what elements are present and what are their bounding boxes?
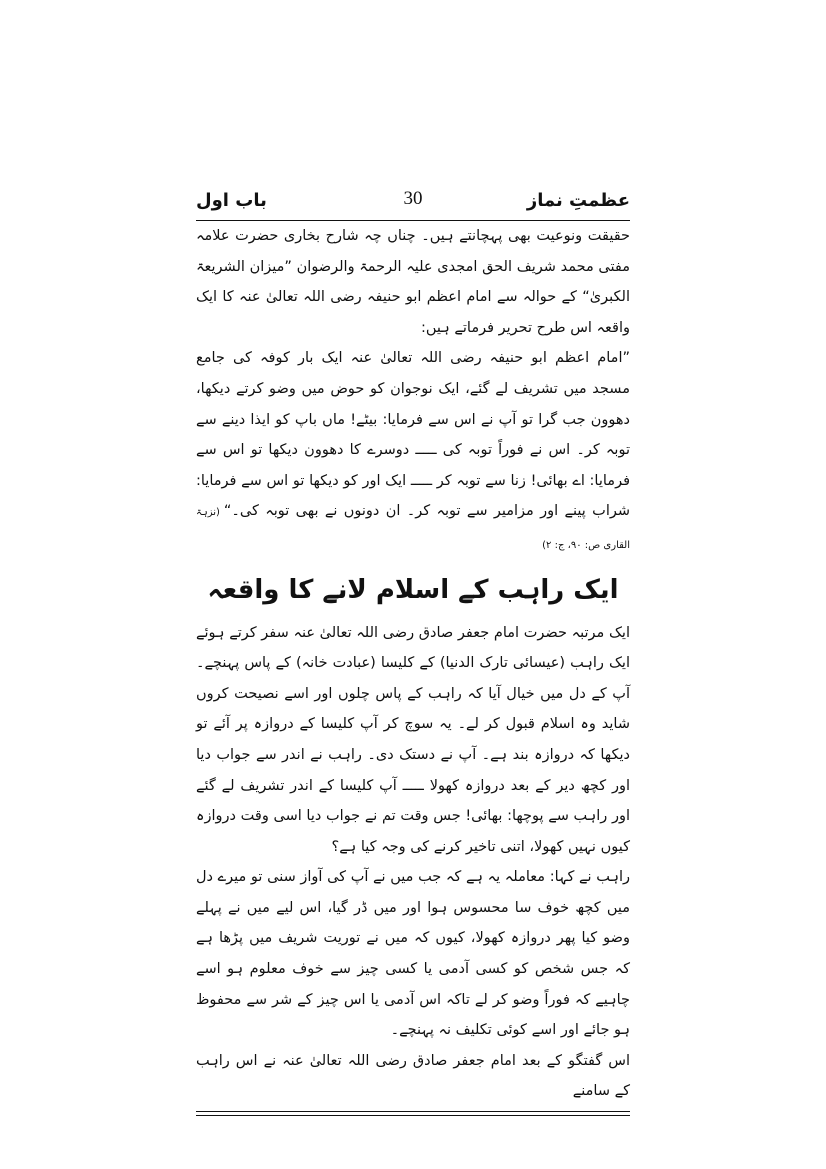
intro-text: حقیقت ونوعیت بھی پہچانتے ہیں۔ چناں چہ شارح بخاری حضرت علامہ مفتی محمد شریف الحق امجدی علیہ الرحمۃ والرضوان ”میزان الشریعۃ الکبریٰ“ کے حوالہ سے امام اعظم ابو حنیفہ رضی اللہ تعالیٰ عنہ کا ایک واقعہ اس طرح تحریر فرماتے ہیں: xyxy=(196,228,630,336)
page-header xyxy=(196,188,630,218)
story-paragraph-2: راہب نے کہا: معاملہ یہ ہے کہ جب میں نے آپ کی آواز سنی تو میرے دل میں کچھ خوف سا محسوس ہوا اور میں ڈر گیا، اس لیے میں نے پہلے وضو کیا پھر دروازہ کھولا، کیوں کہ میں نے توریت شریف میں پڑھا ہے کہ جس شخص کو کسی آدمی یا کسی چیز سے خوف معلوم ہو اسے چاہیے کہ فوراً وضو کر لے تاکہ اس آدمی یا اس چیز کے شر سے محفوظ ہو جائے اور اسے کوئی تکلیف نہ پہنچے۔ xyxy=(196,869,630,1039)
quote-citation: (نزہۃ القاری ص: ۹۰، ج: ۲) xyxy=(196,507,630,551)
quote-paragraph xyxy=(196,343,630,561)
story-paragraph-1: ایک مرتبہ حضرت امام جعفر صادق رضی اللہ تعالیٰ عنہ سفر کرتے ہوئے ایک راہب (عیسائی تارک الدنیا) کے کلیسا (عبادت خانہ) کے پاس پہنچے۔ آپ کے دل میں خیال آیا کہ راہب کے پاس چلوں اور اسے نصیحت کروں شاید وہ اسلام قبول کر لے۔ یہ سوچ کر آپ کلیسا کے دروازہ پر آئے تو دیکھا کہ دروازہ بند ہے۔ آپ نے دستک دی۔ راہب نے اندر سے جواب دیا اور کچھ دیر کے بعد دروازہ کھولا ـــــ آپ کلیسا کے اندر تشریف لے گئے اور راہب سے پوچھا: بھائی! جس وقت تم نے جواب دیا اسی وقت دروازہ کیوں نہیں کھولا، اتنی تاخیر کرنے کی وجہ کیا ہے؟ xyxy=(196,624,630,855)
intro-paragraph xyxy=(196,221,630,343)
footer-divider xyxy=(196,1111,630,1116)
chapter-title: باب اول xyxy=(196,190,267,211)
footer-rule-thin xyxy=(196,1115,630,1116)
quote-text: ”امام اعظم ابو حنیفہ رضی اللہ تعالیٰ عنہ ایک بار کوفہ کی جامع مسجد میں تشریف لے گئے، ایک نوجوان کو حوض میں وضو کرتے دیکھا، دھوون جب گرا تو آپ نے اس سے فرمایا: بیٹے! ماں باپ کو ایذا دینے سے توبہ کر۔ اس نے فوراً توبہ کی ـــــ دوسرے کا دھوون دیکھا تو اس سے فرمایا: اے بھائی! زنا سے توبہ کر ـــــ ایک اور کو دیکھا تو اس سے فرمایا: شراب پینے اور مزامیر سے توبہ کر۔ ان دونوں نے بھی توبہ کی۔“ xyxy=(196,350,630,520)
book-page xyxy=(196,188,630,1116)
section-heading: ایک راہب کے اسلام لانے کا واقعہ xyxy=(207,574,619,605)
story-paragraph-3: اس گفتگو کے بعد امام جعفر صادق رضی اللہ تعالیٰ عنہ نے اس راہب کے سامنے xyxy=(196,1052,630,1100)
book-title: عظمتِ نماز xyxy=(526,190,630,211)
footer-rule-thick xyxy=(196,1111,630,1112)
page-number: 30 xyxy=(403,188,423,209)
